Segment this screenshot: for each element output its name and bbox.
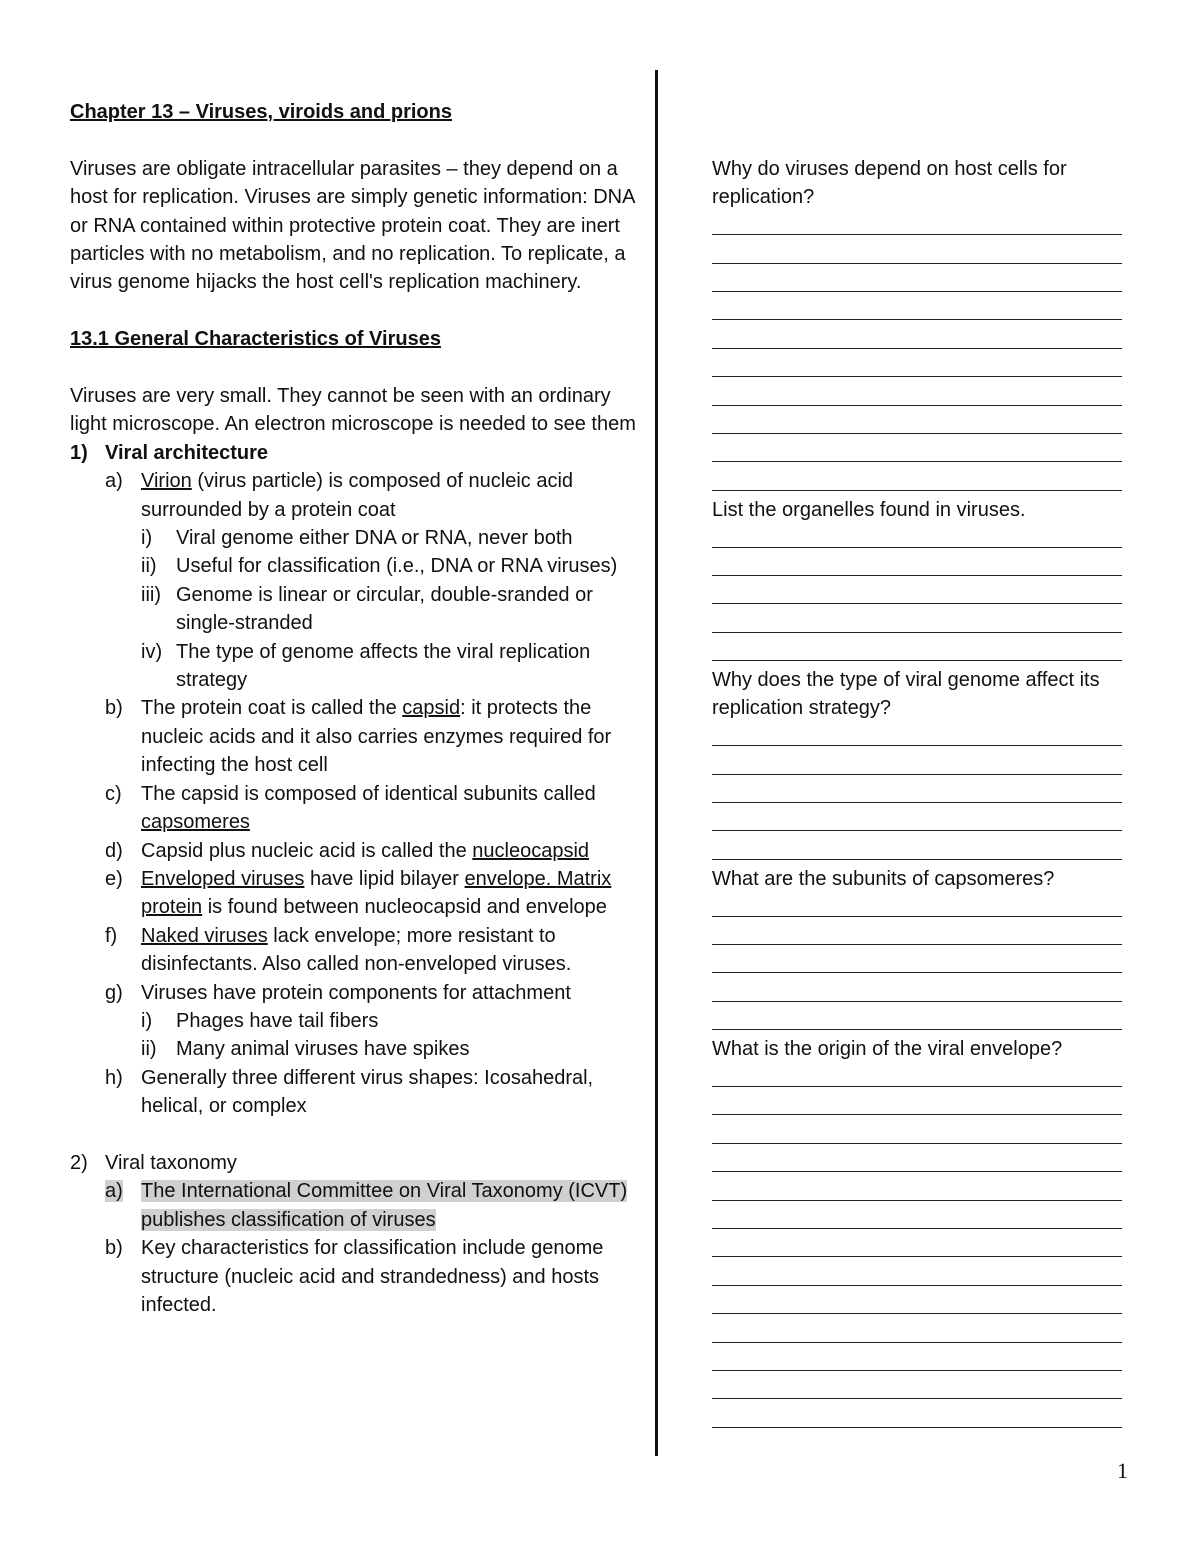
list-marker: i): [141, 1009, 153, 1032]
outline-item-g-i: [141, 1007, 640, 1035]
list-marker: c): [105, 782, 122, 805]
outline-item-a-iii: [141, 581, 640, 638]
answer-line[interactable]: [712, 1376, 1122, 1404]
list-text: [141, 1177, 640, 1234]
answer-line[interactable]: [712, 411, 1122, 439]
answer-line[interactable]: [712, 1291, 1122, 1319]
outline-item-d: [105, 837, 640, 865]
answer-line[interactable]: [712, 553, 1122, 581]
answer-line[interactable]: [712, 836, 1122, 864]
term: Matrix protein: [141, 867, 612, 919]
list-text: Viral architecture: [105, 441, 269, 464]
list-text: Useful for classification (i.e., DNA or RNA viruses): [176, 555, 618, 578]
list-marker: iii): [141, 583, 161, 606]
highlight: The International Committee on Viral Taxonomy (ICVT) publishes classification of viruses: [141, 1180, 628, 1231]
answer-line[interactable]: [712, 439, 1122, 467]
answer-line[interactable]: [712, 269, 1122, 297]
answer-line[interactable]: [712, 524, 1122, 552]
list-text: [141, 865, 640, 922]
outline-item-c: [105, 780, 640, 837]
answer-line[interactable]: [712, 893, 1122, 921]
answer-line[interactable]: [712, 1206, 1122, 1234]
text: The protein coat is called the: [141, 697, 403, 720]
text: Capsid plus nucleic acid is called the: [141, 839, 473, 862]
list-text: [141, 780, 640, 837]
list-text: Viral taxonomy: [105, 1151, 237, 1174]
list-marker: a): [105, 470, 123, 493]
term: Naked viruses: [141, 924, 268, 947]
list-marker: 1): [70, 441, 88, 464]
list-marker: h): [105, 1066, 123, 1089]
outline-item-taxonomy-b: [105, 1234, 640, 1319]
question-4: What are the subunits of capsomeres?: [712, 867, 1055, 890]
term: Virion: [141, 470, 192, 493]
list-marker: b): [105, 1237, 123, 1260]
answer-line[interactable]: [712, 950, 1122, 978]
answer-line[interactable]: [712, 1064, 1122, 1092]
list-marker: d): [105, 839, 123, 862]
answer-line[interactable]: [712, 1234, 1122, 1262]
list-text: Key characteristics for classification include genome structure (nucleic acid and strandedness) and hosts infected.: [141, 1237, 604, 1316]
column-divider: [655, 70, 658, 1456]
answer-line[interactable]: [712, 978, 1122, 1006]
list-text: Generally three different virus shapes: Icosahedral, helical, or complex: [141, 1066, 594, 1118]
term: envelope.: [464, 867, 557, 890]
answer-line[interactable]: [712, 1007, 1122, 1035]
answer-line[interactable]: [712, 1149, 1122, 1177]
list-marker: g): [105, 981, 123, 1004]
outline-item-g: [105, 979, 640, 1007]
list-marker: i): [141, 527, 153, 550]
term: capsid: [402, 697, 461, 720]
section-intro: Viruses are very small. They cannot be seen with an ordinary light microscope. An electron microscope is needed to see them: [70, 385, 636, 436]
list-text: [141, 837, 640, 865]
list-text: [141, 467, 640, 524]
outline-item-taxonomy-a: [105, 1177, 640, 1234]
answer-line[interactable]: [712, 1262, 1122, 1290]
answer-line[interactable]: [712, 581, 1122, 609]
answer-line[interactable]: [712, 297, 1122, 325]
intro-paragraph: Viruses are obligate intracellular parasites – they depend on a host for replication. Viruses are simply genetic information: DNA or RNA contained within protective protein coat. They are inert particles with no metabolism, and no replication. To replicate, a virus genome hijacks the host cell's replication machinery.: [70, 157, 635, 294]
list-text: [141, 922, 640, 979]
list-text: Viral genome either DNA or RNA, never both: [176, 527, 573, 550]
text: : it protects the nucleic acids and it also carries enzymes required for infecting the host cell: [141, 697, 612, 777]
text: have lipid bilayer: [304, 867, 465, 890]
answer-line[interactable]: [712, 1404, 1122, 1432]
list-text: Phages have tail fibers: [176, 1009, 379, 1032]
list-marker: b): [105, 697, 123, 720]
list-marker: iv): [141, 640, 163, 663]
answer-line[interactable]: [712, 609, 1122, 637]
questions-column: [712, 155, 1122, 1433]
list-text: Viruses have protein components for attachment: [141, 981, 571, 1004]
outline-item-b: [105, 694, 640, 779]
list-marker: 2): [70, 1151, 88, 1174]
outline-item-a-ii: [141, 552, 640, 580]
outline-item-e: [105, 865, 640, 922]
outline-item-taxonomy: [70, 1149, 640, 1177]
outline-item-a-iv: [141, 638, 640, 695]
text: The capsid is composed of identical subunits called: [141, 782, 596, 805]
answer-line[interactable]: [712, 354, 1122, 382]
list-marker: ii): [141, 1038, 157, 1061]
answer-line[interactable]: [712, 1177, 1122, 1205]
answer-line[interactable]: [712, 1348, 1122, 1376]
outline-item-h: [105, 1064, 640, 1121]
question-3: Why does the type of viral genome affect its replication strategy?: [712, 669, 1100, 720]
answer-line[interactable]: [712, 922, 1122, 950]
answer-line[interactable]: [712, 467, 1122, 495]
answer-line[interactable]: [712, 240, 1122, 268]
list-text: Genome is linear or circular, double-sranded or single-stranded: [176, 583, 593, 635]
list-text: The type of genome affects the viral replication strategy: [176, 640, 591, 692]
question-5: What is the origin of the viral envelope?: [712, 1038, 1063, 1061]
answer-line[interactable]: [712, 382, 1122, 410]
section-heading: 13.1 General Characteristics of Viruses: [70, 328, 441, 351]
list-text: [141, 694, 640, 779]
answer-line[interactable]: [712, 1319, 1122, 1347]
answer-line[interactable]: [712, 808, 1122, 836]
highlight: a): [105, 1180, 123, 1203]
term: capsomeres: [141, 811, 250, 834]
answer-line[interactable]: [712, 751, 1122, 779]
question-1: Why do viruses depend on host cells for replication?: [712, 158, 1067, 209]
page-number: 1: [1117, 1458, 1128, 1483]
chapter-title: Chapter 13 – Viruses, viroids and prions: [70, 101, 452, 123]
list-marker: [105, 1177, 141, 1234]
answer-line[interactable]: [712, 723, 1122, 751]
term: Enveloped viruses: [141, 867, 305, 890]
list-marker: f): [105, 924, 118, 947]
answer-line[interactable]: [712, 1120, 1122, 1148]
outline-item-f: [105, 922, 640, 979]
outline-item-a: [105, 467, 640, 524]
text: is found between nucleocapsid and envelope: [202, 896, 607, 919]
list-marker: ii): [141, 555, 157, 578]
outline-item-a-i: [141, 524, 640, 552]
answer-line[interactable]: [712, 780, 1122, 808]
list-text: Many animal viruses have spikes: [176, 1038, 470, 1061]
outline-item-architecture: [70, 439, 640, 467]
answer-line[interactable]: [712, 638, 1122, 666]
term: nucleocapsid: [472, 839, 590, 862]
text: lack envelope; more resistant to disinfectants. Also called non-enveloped viruses.: [141, 924, 572, 976]
question-2: List the organelles found in viruses.: [712, 498, 1026, 521]
list-marker: e): [105, 867, 123, 890]
notes-column: [70, 98, 640, 1319]
outline-item-g-ii: [141, 1035, 640, 1063]
answer-line[interactable]: [712, 212, 1122, 240]
answer-line[interactable]: [712, 325, 1122, 353]
answer-line[interactable]: [712, 1092, 1122, 1120]
text: (virus particle) is composed of nucleic acid surrounded by a protein coat: [141, 470, 574, 521]
